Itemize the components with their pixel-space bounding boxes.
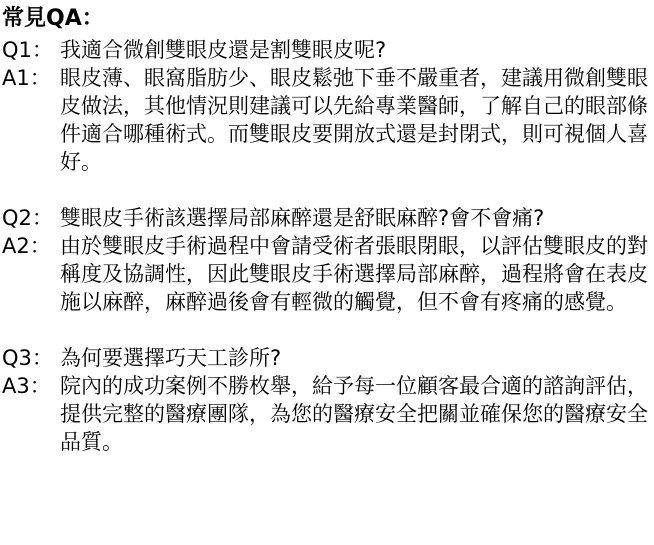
- answer-text: 由於雙眼皮手術過程中會請受術者張眼閉眼，以評估雙眼皮的對稱度及協調性，因此雙眼皮手術選擇局部麻醉，過程將會在表皮施以麻醉，麻醉過後會有輕微的觸覺，但不會有疼痛的感覺。: [60, 234, 648, 314]
- faq-heading: 常見QA：: [2, 6, 104, 31]
- question-row: [2, 36, 648, 64]
- answer-label: A3：: [2, 374, 51, 398]
- question-row: [2, 204, 648, 232]
- qa-item-3: [2, 344, 648, 456]
- answer-text: 眼皮薄、眼窩脂肪少、眼皮鬆弛下垂不嚴重者，建議用微創雙眼皮做法，其他情況則建議可以先給專業醫師，了解自己的眼部條件適合哪種術式。而雙眼皮要開放式還是封閉式，則可視個人喜好。: [60, 66, 648, 174]
- question-label: Q2：: [2, 206, 53, 230]
- question-label: Q1：: [2, 38, 53, 62]
- answer-row: [2, 372, 648, 456]
- answer-text: 院內的成功案例不勝枚舉，給予每一位顧客最合適的諮詢評估，提供完整的醫療團隊，為您的醫療安全把關並確保您的醫療安全品質。: [60, 374, 648, 454]
- answer-label: A1：: [2, 66, 51, 90]
- question-row: [2, 344, 648, 372]
- question-label: Q3：: [2, 346, 53, 370]
- qa-item-1: [2, 36, 648, 176]
- question-text: 我適合微創雙眼皮還是割雙眼皮呢?: [60, 38, 387, 62]
- answer-label: A2：: [2, 234, 51, 258]
- question-text: 為何要選擇巧天工診所?: [60, 346, 282, 370]
- answer-row: [2, 232, 648, 316]
- answer-row: [2, 64, 648, 176]
- spacer: [2, 176, 648, 204]
- question-text: 雙眼皮手術該選擇局部麻醉還是舒眠麻醉?會不會痛?: [60, 206, 545, 230]
- qa-item-2: [2, 204, 648, 316]
- spacer: [2, 316, 648, 344]
